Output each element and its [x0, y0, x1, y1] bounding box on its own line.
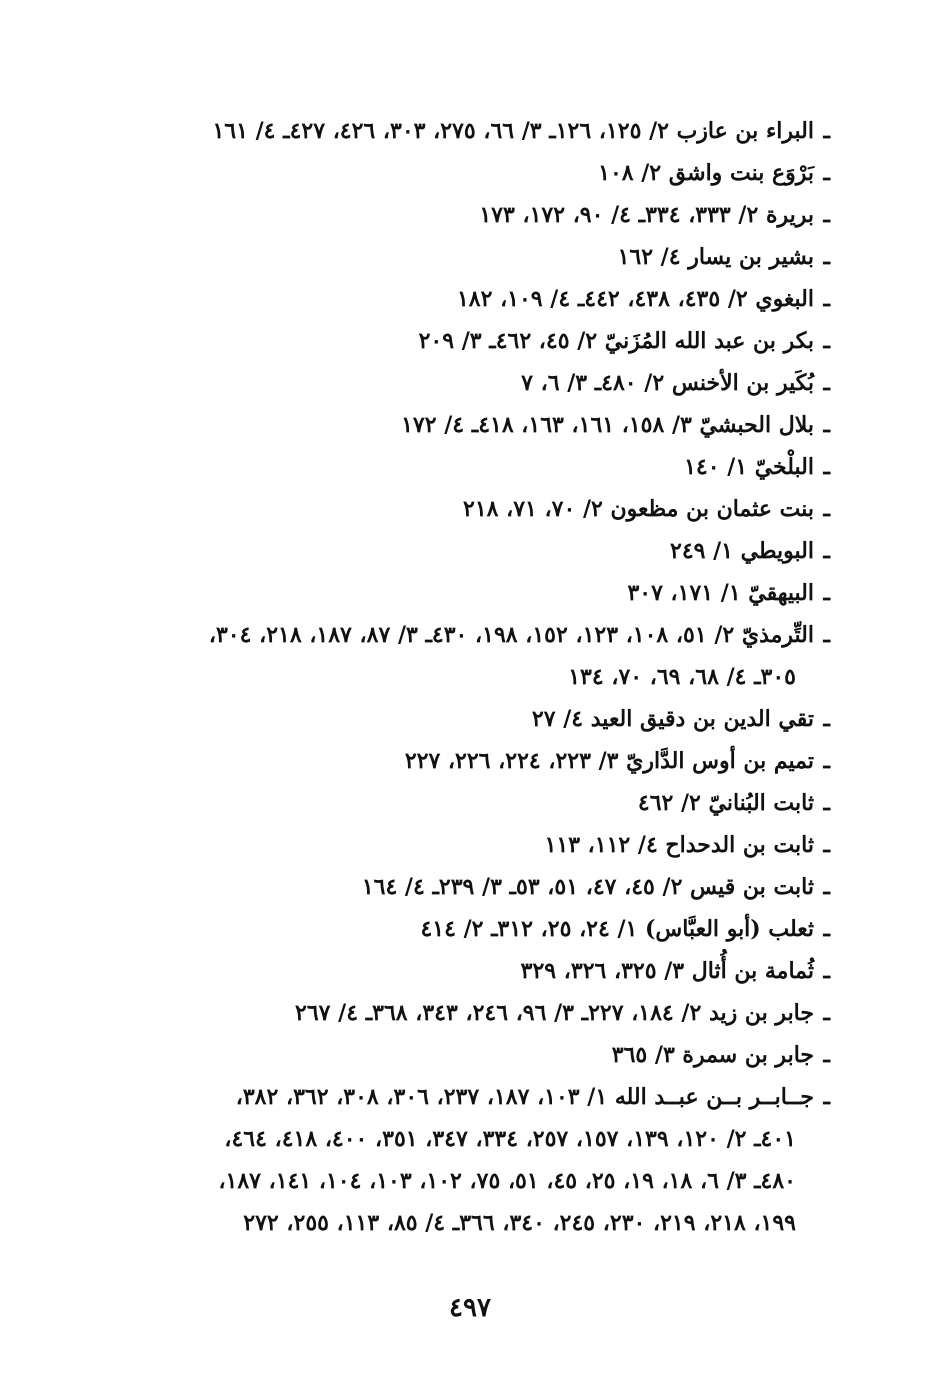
entry-text: ثابت بن الدحداح ٤/ ١١٢، ١١٣ [544, 832, 814, 858]
entry-dash: ـ [823, 286, 830, 312]
entry-text: جــابــر بــن عبــد الله ١/ ١٠٣، ١٨٧، ٢٣٧، ٣٠٦، ٣٠٨، ٣٦٢، ٣٨٢، [235, 1084, 814, 1110]
index-entry [100, 782, 830, 824]
entry-text: جابر بن سمرة ٣/ ٣٦٥ [611, 1042, 814, 1068]
index-entry [100, 320, 830, 362]
index-entry [100, 404, 830, 446]
entry-dash: ـ [823, 1000, 830, 1026]
entry-text: البويطي ١/ ٢٤٩ [670, 538, 814, 564]
entry-text: بَرْوَع بنت واشق ٢/ ١٠٨ [598, 160, 814, 186]
entry-text: بكر بن عبد الله المُزَنيّ ٢/ ٤٥، ٤٦٢ـ ٣/ ٢٠٩ [418, 328, 814, 354]
index-entry [100, 110, 830, 152]
entry-dash: ـ [823, 454, 830, 480]
index-entry [100, 194, 830, 236]
entry-dash: ـ [823, 244, 830, 270]
entry-text: بشير بن يسار ٤/ ١٦٢ [617, 244, 814, 270]
entry-text: ثعلب (أبو العبَّاس) ١/ ٢٤، ٢٥، ٣١٢ـ ٢/ ٤١٤ [420, 916, 814, 942]
entry-dash: ـ [823, 622, 830, 648]
entry-text: بنت عثمان بن مظعون ٢/ ٧٠، ٧١، ٢١٨ [463, 496, 814, 522]
entry-dash: ـ [823, 412, 830, 438]
index-entry [100, 866, 830, 908]
index-entry [100, 614, 830, 698]
index-entry [100, 908, 830, 950]
entry-dash: ـ [823, 496, 830, 522]
index-entry [100, 1076, 830, 1244]
entry-dash: ـ [823, 1042, 830, 1068]
entry-text: بُكَير بن الأخنس ٢/ ٤٨٠ـ ٣/ ٦، ٧ [521, 370, 814, 396]
entry-text: البغوي ٢/ ٤٣٥، ٤٣٨، ٤٤٢ـ ٤/ ١٠٩، ١٨٢ [456, 286, 814, 312]
index-entry [100, 824, 830, 866]
index-list [100, 110, 830, 1244]
entry-continuation: ٣٠٥ـ ٤/ ٦٨، ٦٩، ٧٠، ١٣٤ [568, 664, 796, 690]
entry-dash: ـ [823, 748, 830, 774]
entry-text: تميم بن أوس الدَّاريّ ٣/ ٢٢٣، ٢٢٤، ٢٢٦، ٢٢٧ [404, 748, 814, 774]
entry-dash: ـ [823, 370, 830, 396]
entry-continuation: ١٩٩، ٢١٨، ٢١٩، ٢٣٠، ٢٤٥، ٣٤٠، ٣٦٦ـ ٤/ ٨٥، ١١٣، ٢٥٥، ٢٧٢ [243, 1210, 796, 1236]
entry-dash: ـ [823, 958, 830, 984]
index-entry [100, 152, 830, 194]
entry-dash: ـ [823, 874, 830, 900]
entry-dash: ـ [823, 328, 830, 354]
index-entry [100, 362, 830, 404]
entry-dash: ـ [823, 916, 830, 942]
entry-dash: ـ [823, 538, 830, 564]
entry-text: ثابت بن قيس ٢/ ٤٥، ٤٧، ٥١، ٥٣ـ ٣/ ٢٣٩ـ ٤/ ١٦٤ [361, 874, 814, 900]
entry-dash: ـ [823, 580, 830, 606]
entry-dash: ـ [823, 832, 830, 858]
entry-text: البلْخيّ ١/ ١٤٠ [684, 454, 814, 480]
index-entry [100, 572, 830, 614]
index-entry [100, 950, 830, 992]
index-entry [100, 992, 830, 1034]
entry-text: جابر بن زيد ٢/ ١٨٤، ٢٢٧ـ ٣/ ٩٦، ٢٤٦، ٣٤٣، ٣٦٨ـ ٤/ ٢٦٧ [295, 1000, 814, 1026]
entry-dash: ـ [823, 118, 830, 144]
entry-dash: ـ [823, 202, 830, 228]
entry-text: بريرة ٢/ ٣٣٣، ٣٣٤ـ ٤/ ٩٠، ١٧٢، ١٧٣ [479, 202, 814, 228]
entry-text: البيهقيّ ١/ ١٧١، ٣٠٧ [627, 580, 814, 606]
index-entry [100, 530, 830, 572]
index-entry [100, 698, 830, 740]
index-entry [100, 236, 830, 278]
entry-text: البراء بن عازب ٢/ ١٢٥، ١٢٦ـ ٣/ ٦٦، ٢٧٥، ٣٠٣، ٤٢٦، ٤٢٧ـ ٤/ ١٦١ [212, 118, 814, 144]
index-entry [100, 740, 830, 782]
index-entry [100, 1034, 830, 1076]
entry-text: ثُمامة بن أُثال ٣/ ٣٢٥، ٣٢٦، ٣٢٩ [520, 958, 814, 984]
entry-dash: ـ [823, 706, 830, 732]
entry-continuation: ٤٠١ـ ٢/ ١٢٠، ١٣٩، ١٥٧، ٢٥٧، ٣٣٤، ٣٤٧، ٣٥١، ٤٠٠، ٤١٨، ٤٦٤، [224, 1126, 796, 1152]
page-number: ٤٩٧ [449, 1293, 491, 1323]
entry-text: التِّرمذيّ ٢/ ٥١، ١٠٨، ١٢٣، ١٥٢، ١٩٨، ٤٣٠ـ ٣/ ٨٧، ١٨٧، ٢١٨، ٣٠٤، [208, 622, 814, 648]
index-entry [100, 488, 830, 530]
entry-text: ثابت البُنانيّ ٢/ ٤٦٢ [637, 790, 814, 816]
entry-continuation: ٤٨٠ـ ٣/ ٦، ١٨، ١٩، ٢٥، ٤٥، ٥١، ٧٥، ١٠٢، ١٠٣، ١٠٤، ١٤١، ١٨٧، [218, 1168, 796, 1194]
entry-dash: ـ [823, 1084, 830, 1110]
index-entry [100, 278, 830, 320]
entry-text: بلال الحبشيّ ٣/ ١٥٨، ١٦١، ١٦٣، ٤١٨ـ ٤/ ١٧٢ [401, 412, 814, 438]
index-entry [100, 446, 830, 488]
entry-text: تقي الدين بن دقيق العيد ٤/ ٢٧ [531, 706, 814, 732]
entry-dash: ـ [823, 790, 830, 816]
entry-dash: ـ [823, 160, 830, 186]
